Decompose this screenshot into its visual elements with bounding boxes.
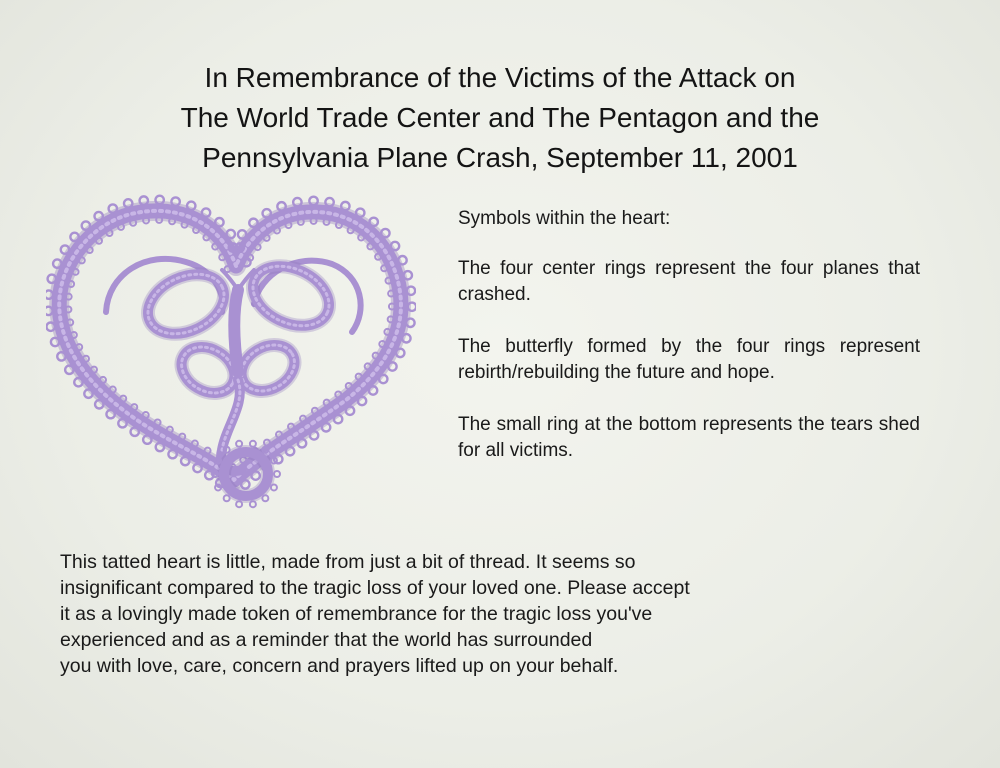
title-line-3: Pennsylvania Plane Crash, September 11, 2001 — [202, 142, 798, 173]
symbols-heading: Symbols within the heart: — [458, 208, 671, 229]
symbol-item-rings: The four center rings represent the four planes that crashed. — [458, 258, 920, 305]
message-paragraph — [60, 549, 940, 679]
message-line-5: you with love, care, concern and prayers lifted up on your behalf. — [60, 655, 619, 677]
message-line-1: This tatted heart is little, made from just a bit of thread. It seems so — [60, 551, 636, 573]
symbol-item-butterfly: The butterfly formed by the four rings represent rebirth/rebuilding the future and hope. — [458, 336, 920, 383]
message-line-2: insignificant compared to the tragic loss of your loved one. Please accept — [60, 577, 690, 599]
message-line-3: it as a lovingly made token of remembrance for the tragic loss you've — [60, 603, 653, 625]
symbol-item-small-ring: The small ring at the bottom represents the tears shed for all victims. — [458, 414, 920, 461]
symbols-section — [458, 206, 920, 490]
card-title — [40, 58, 960, 178]
title-line-2: The World Trade Center and The Pentagon and the — [180, 102, 820, 133]
message-line-4: experienced and as a reminder that the world has surrounded — [60, 629, 593, 651]
tatted-heart-icon — [46, 194, 416, 509]
title-line-1: In Remembrance of the Victims of the Attack on — [204, 62, 796, 93]
